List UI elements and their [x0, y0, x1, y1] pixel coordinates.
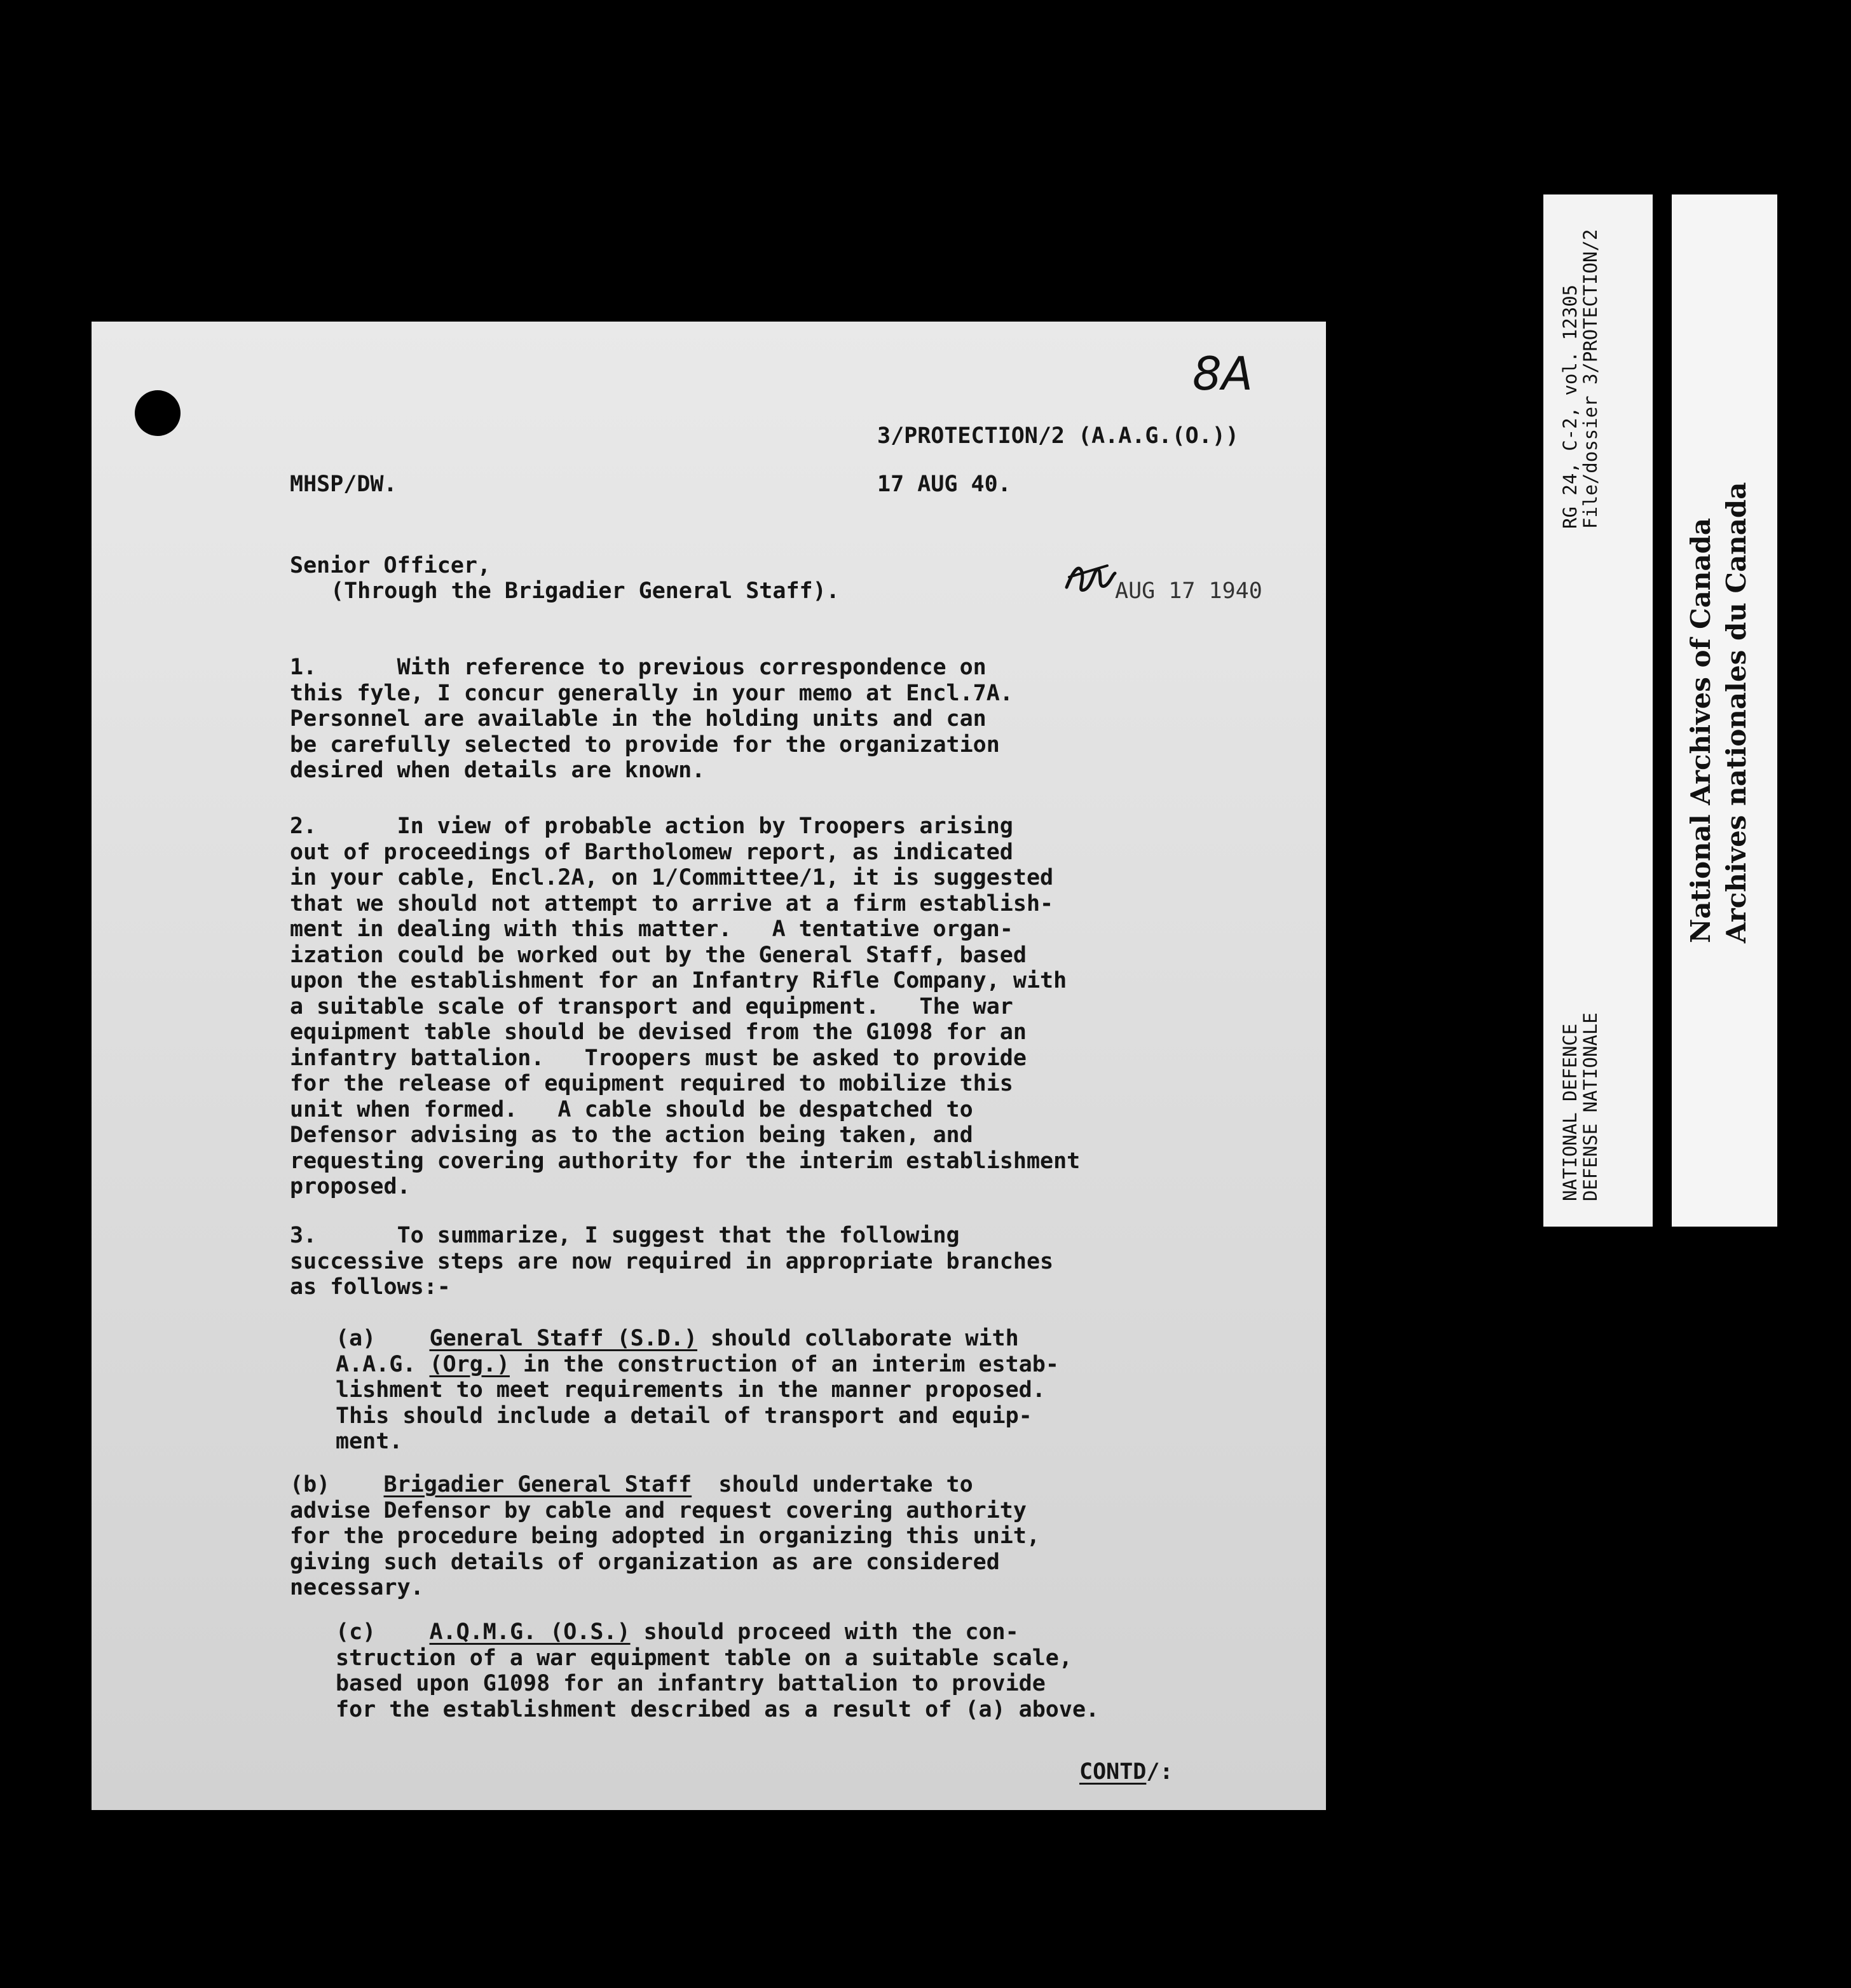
step-b-marker: (b) — [290, 1472, 331, 1497]
archive-dept-fr: DEFENSE NATIONALE — [1580, 1012, 1601, 1201]
through-line: (Through the Brigadier General Staff). — [331, 578, 840, 604]
step-c-first-line: (c) A.Q.M.G. (O.S.) should proceed with the con- — [336, 1619, 1019, 1645]
continued-marker: CONTD/: — [1079, 1759, 1173, 1785]
handwritten-initials-signature — [1063, 559, 1117, 597]
text-line: out of proceedings of Bartholomew report, as indicated — [290, 839, 1013, 865]
text-line: 1. With reference to previous correspondence on — [290, 655, 987, 680]
text-line: giving such details of organization as are considered — [290, 1549, 1000, 1575]
text-line: 3. To summarize, I suggest that the following — [290, 1223, 960, 1248]
text-line: Personnel are available in the holding units and can — [290, 706, 987, 732]
text-line: as follows:- — [290, 1274, 451, 1300]
paragraph-2 — [290, 814, 1080, 1200]
step-a — [336, 1326, 1059, 1455]
org-underlined: (Org.) — [429, 1351, 510, 1377]
text-line: This should include a detail of transport and equip- — [336, 1403, 1032, 1429]
archives-name-en: National Archives of Canada — [1685, 517, 1716, 943]
text-line: advise Defensor by cable and request covering authority — [290, 1497, 1027, 1523]
text-line: infantry battalion. Troopers must be asked to provide — [290, 1045, 1027, 1071]
text-line: equipment table should be devised from the G1098 for an — [290, 1019, 1027, 1045]
archive-ref-file: File/dossier 3/PROTECTION/2 — [1580, 229, 1601, 529]
text-line: ization could be worked out by the General Staff, based — [290, 942, 1027, 968]
text-line: in your cable, Encl.2A, on 1/Committee/1, it is suggested — [290, 865, 1054, 890]
text-line: based upon G1098 for an infantry battalion to provide — [336, 1671, 1046, 1696]
handwritten-folio-mark: 8A — [1192, 347, 1253, 400]
sender-reference: MHSP/DW. — [290, 472, 397, 497]
text-line: desired when details are known. — [290, 758, 706, 783]
archive-ref-volume: RG 24, C-2, vol. 12305 — [1559, 284, 1581, 529]
paragraph-1 — [290, 655, 1013, 784]
step-b — [290, 1472, 1040, 1601]
text-line: for the procedure being adopted in organizing this unit, — [290, 1523, 1041, 1549]
paragraph-3 — [290, 1223, 1053, 1300]
text-line: that we should not attempt to arrive at a firm establish- — [290, 890, 1054, 916]
text-line: unit when formed. A cable should be despatched to — [290, 1096, 973, 1122]
text-line: for the release of equipment required to mobilize this — [290, 1071, 1013, 1096]
step-a-heading: General Staff (S.D.) — [429, 1326, 697, 1351]
file-reference: 3/PROTECTION/2 (A.A.G.(O.)) — [877, 423, 1239, 449]
text-line: this fyle, I concur generally in your memo at Encl.7A. — [290, 680, 1013, 706]
text-line: successive steps are now required in appropriate branches — [290, 1248, 1054, 1274]
step-c — [336, 1619, 1099, 1722]
step-b-heading: Brigadier General Staff — [383, 1472, 692, 1497]
step-a-marker: (a) — [336, 1326, 376, 1351]
text-line: upon the establishment for an Infantry Rifle Company, with — [290, 968, 1067, 993]
step-c-marker: (c) — [336, 1619, 376, 1645]
text-line: struction of a war equipment table on a suitable scale, — [336, 1645, 1072, 1671]
punch-hole — [135, 390, 181, 436]
letter-date: 17 AUG 40. — [877, 472, 1011, 497]
text-line: 2. In view of probable action by Troopers arising — [290, 814, 1013, 839]
text-line: necessary. — [290, 1575, 424, 1600]
addressee: Senior Officer, — [290, 553, 491, 578]
text-line: lishment to meet requirements in the manner proposed. — [336, 1377, 1046, 1403]
text-line: ment. — [336, 1429, 403, 1454]
step-c-heading: A.Q.M.G. (O.S.) — [429, 1619, 631, 1645]
archives-name-label — [1672, 194, 1777, 1227]
archive-dept-en: NATIONAL DEFENCE — [1559, 1023, 1581, 1201]
text-line: be carefully selected to provide for the organization — [290, 732, 1000, 758]
archive-reference-label — [1543, 194, 1653, 1227]
step-a-second-line: A.A.G. (Org.) in the construction of an interim estab- — [336, 1351, 1059, 1377]
archives-name-fr: Archives nationales du Canada — [1721, 482, 1752, 943]
text-line: requesting covering authority for the interim establishment — [290, 1148, 1081, 1174]
text-line: a suitable scale of transport and equipment. The war — [290, 993, 1013, 1019]
text-line: for the establishment described as a result of (a) above. — [336, 1696, 1100, 1722]
text-line: ment in dealing with this matter. A tentative organ- — [290, 916, 1013, 942]
received-date-stamp: AUG 17 1940 — [1115, 578, 1262, 604]
document-page — [92, 322, 1326, 1810]
text-line: proposed. — [290, 1174, 411, 1199]
step-a-first-line: (a) General Staff (S.D.) should collaborate with — [336, 1326, 1019, 1351]
step-b-first-line: (b) Brigadier General Staff should undertake to — [290, 1472, 973, 1497]
text-line: Defensor advising as to the action being taken, and — [290, 1122, 973, 1148]
